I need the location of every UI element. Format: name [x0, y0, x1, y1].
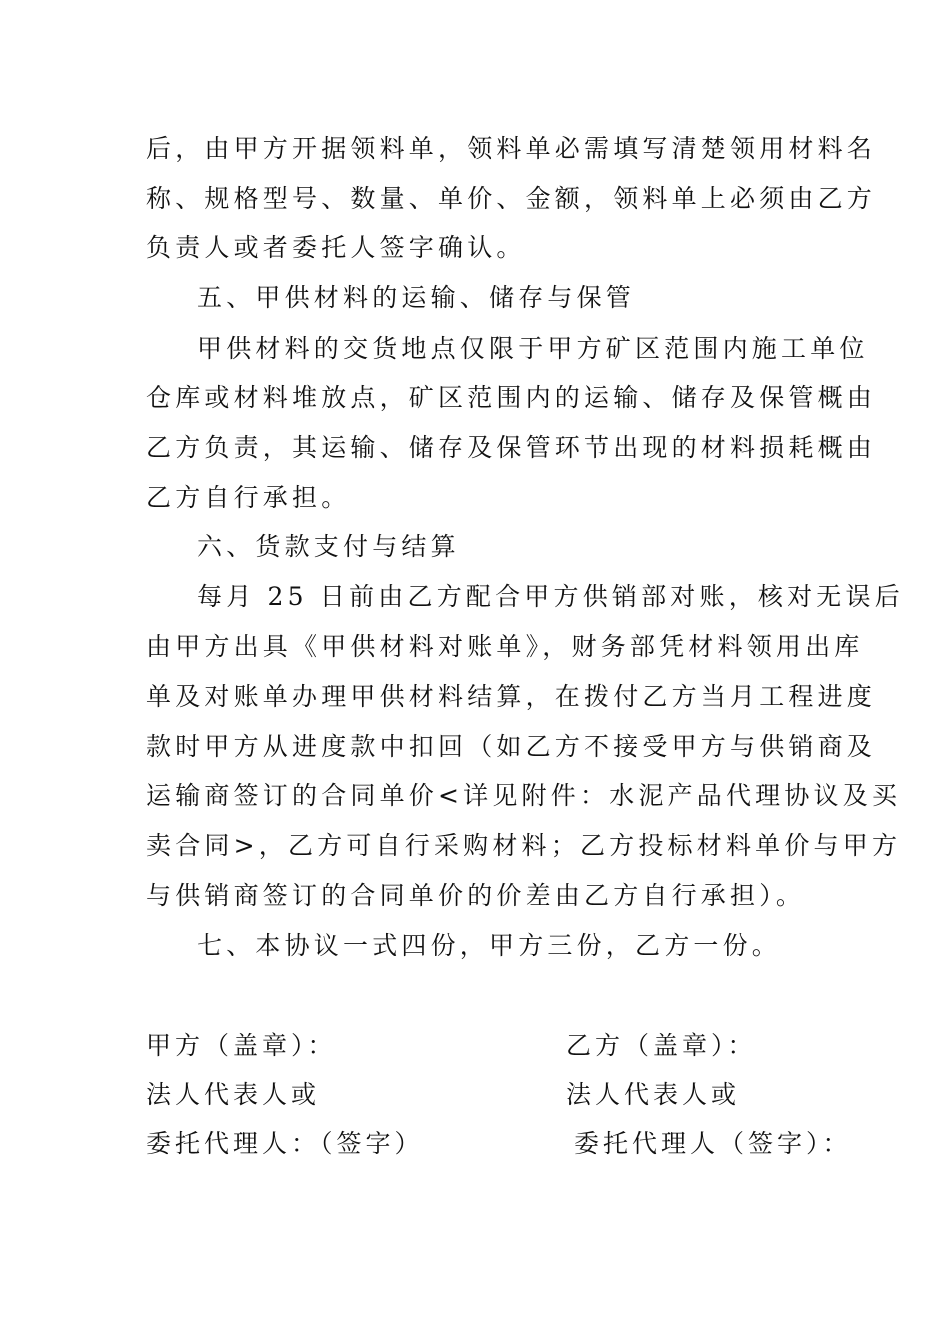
body-line: 单及对账单办理甲供材料结算，在拨付乙方当月工程进度 — [146, 682, 877, 711]
body-line: 与供销商签订的合同单价的价差由乙方自行承担）。 — [146, 881, 806, 910]
body-line: 乙方自行承担。 — [146, 483, 351, 512]
body-line: 仓库或材料堆放点，矿区范围内的运输、储存及保管概由 — [146, 383, 877, 412]
party-a-legal-rep-label: 法人代表人或 — [146, 1080, 321, 1109]
body-line: 运输商签订的合同单价<详见附件：水泥产品代理协议及买 — [146, 781, 902, 810]
section-heading: 六、货款支付与结算 — [197, 532, 460, 561]
body-line: 每月 25 日前由乙方配合甲方供销部对账，核对无误后 — [197, 582, 904, 611]
body-line: 卖合同>，乙方可自行采购材料；乙方投标材料单价与甲方 — [146, 831, 902, 860]
section-heading: 七、本协议一式四份，甲方三份，乙方一份。 — [197, 931, 782, 960]
body-line: 负责人或者委托人签字确认。 — [146, 233, 526, 262]
body-line: 甲供材料的交货地点仅限于甲方矿区范围内施工单位 — [197, 334, 869, 363]
body-line: 后，由甲方开据领料单，领料单必需填写清楚领用材料名 — [146, 134, 877, 163]
body-line: 称、规格型号、数量、单价、金额，领料单上必须由乙方 — [146, 184, 877, 213]
body-line: 款时甲方从进度款中扣回（如乙方不接受甲方与供销商及 — [146, 732, 877, 761]
body-line: 由甲方出具《甲供材料对账单》，财务部凭材料领用出库 — [146, 632, 864, 661]
party-a-agent-label: 委托代理人：（签字） — [146, 1129, 424, 1158]
party-b-legal-rep-label: 法人代表人或 — [566, 1080, 741, 1109]
party-a-seal-label: 甲方（盖章）： — [146, 1031, 337, 1060]
section-heading: 五、甲供材料的运输、储存与保管 — [197, 283, 636, 312]
party-b-agent-label: 委托代理人（签字）： — [574, 1129, 852, 1158]
party-b-seal-label: 乙方（盖章）： — [566, 1031, 757, 1060]
body-line: 乙方负责，其运输、储存及保管环节出现的材料损耗概由 — [146, 433, 877, 462]
